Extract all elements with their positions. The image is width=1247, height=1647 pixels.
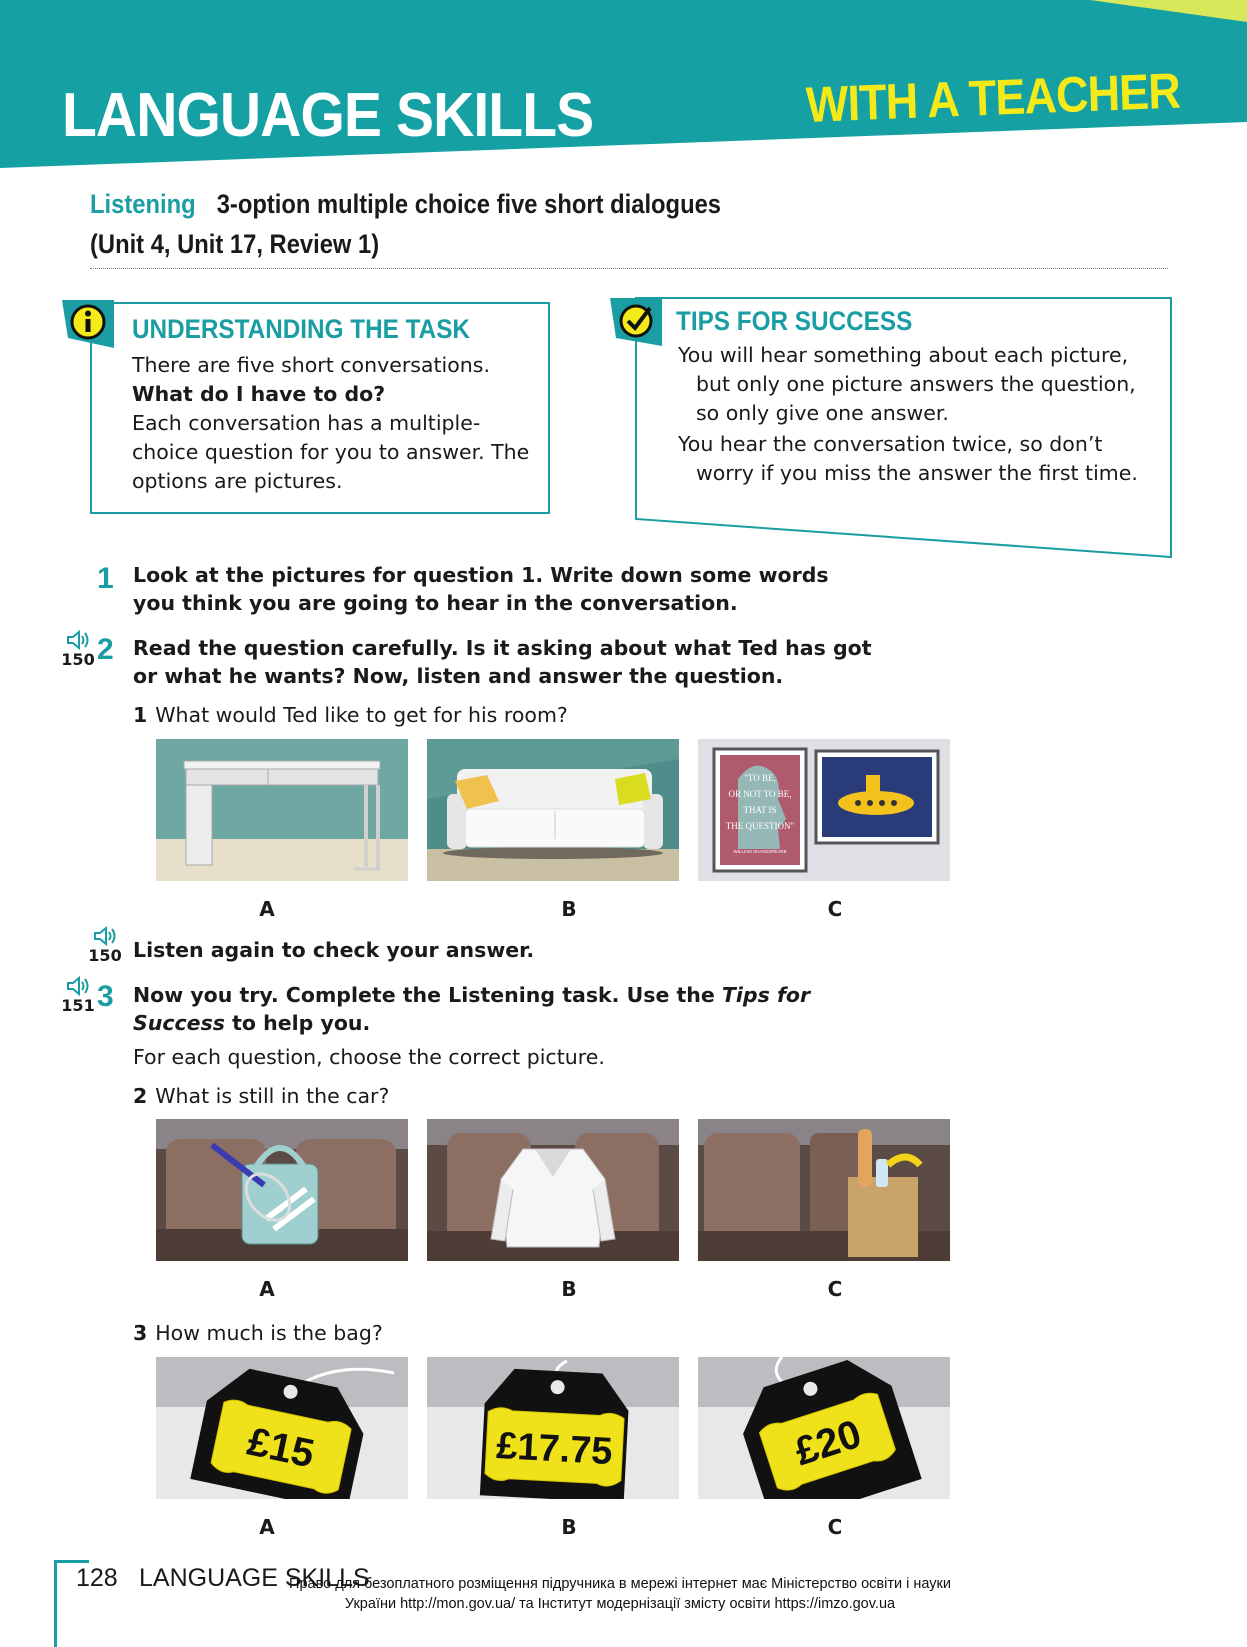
option-label: B — [561, 1515, 577, 1539]
svg-text:WILLIAM SHAKESPEARE: WILLIAM SHAKESPEARE — [733, 849, 787, 854]
audio-track-number: 150 — [61, 650, 95, 669]
svg-text:THE QUESTION": THE QUESTION" — [725, 821, 795, 831]
exercise-3-text-end: to help you. — [224, 1011, 371, 1035]
option-label: A — [259, 1515, 275, 1539]
option-label: C — [827, 1277, 843, 1301]
option-2c-shopping-bag-picture — [698, 1119, 950, 1261]
svg-text:THAT IS: THAT IS — [743, 805, 777, 815]
option-3c-price-tag-picture — [698, 1357, 950, 1499]
question-number: 3 — [133, 1321, 148, 1345]
option-1b-sofa-picture — [427, 739, 679, 881]
with-teacher-badge: WITH A TEACHER — [805, 62, 1181, 133]
question-text: What would Ted like to get for his room? — [155, 703, 568, 727]
understanding-task-box — [90, 302, 550, 514]
exercise-1-instruction: Look at the pictures for question 1. Write down some words you think you are going to hear in the conversation. — [133, 563, 829, 615]
section-units: (Unit 4, Unit 17, Review 1) — [90, 229, 380, 259]
dotted-divider — [90, 268, 1168, 269]
footer-section-title: LANGUAGE SKILLS — [139, 1564, 370, 1592]
option-label: B — [561, 897, 577, 921]
tips-box — [676, 306, 1146, 488]
option-label: B — [561, 1277, 577, 1301]
tips-reference: Tips for Success — [133, 983, 811, 1035]
option-label: C — [827, 897, 843, 921]
option-label: A — [259, 897, 275, 921]
checkmark-icon — [610, 298, 662, 348]
option-3a-price-tag-picture — [156, 1357, 408, 1499]
price-label: £20 — [789, 1411, 867, 1475]
understanding-heading: UNDERSTANDING THE TASK — [132, 314, 470, 344]
info-icon — [62, 300, 114, 350]
tips-heading: TIPS FOR SUCCESS — [676, 306, 913, 336]
audio-track-150[interactable] — [58, 630, 98, 669]
question-text: How much is the bag? — [155, 1321, 383, 1345]
exercise-2-instruction: Read the question carefully. Is it asking about what Ted has got or what he wants? Now, listen and answer the question. — [133, 636, 872, 688]
question-3 — [133, 1319, 383, 1347]
price-label: £17.75 — [495, 1425, 614, 1474]
speaker-icon — [66, 630, 90, 650]
audio-track-151[interactable] — [58, 976, 98, 1015]
option-3b-price-tag-picture — [427, 1357, 679, 1499]
option-label: A — [259, 1277, 275, 1301]
section-label: Listening — [90, 189, 196, 219]
copyright-notice — [250, 1574, 990, 1614]
understanding-body: Each conversation has a multiple-choice question for you to answer. The options are pictures. — [132, 411, 530, 493]
tip-item: You will hear something about each picture, but only one picture answers the question, so only give one answer. — [678, 343, 1136, 425]
notice-line-2: України http://mon.gov.ua/ та Інститут модернізації змісту освіти https://imzo.gov.ua — [344, 1596, 896, 1612]
exercise-3-instruction — [133, 981, 873, 1037]
understanding-question: What do I have to do? — [132, 382, 386, 406]
section-title: 3-option multiple choice five short dialogues — [216, 189, 722, 219]
speaker-icon — [93, 926, 117, 946]
understanding-intro: There are five short conversations. — [132, 353, 490, 377]
option-2b-sweater-picture — [427, 1119, 679, 1261]
exercise-3-number: 3 — [97, 980, 114, 1013]
section-heading — [90, 184, 721, 264]
page-number: 128 — [76, 1564, 118, 1592]
question-number: 1 — [133, 703, 148, 727]
option-1c-posters-picture — [698, 739, 950, 881]
question-number: 2 — [133, 1084, 148, 1108]
svg-text:"TO BE,: "TO BE, — [744, 773, 776, 783]
page-title: LANGUAGE SKILLS — [62, 81, 594, 150]
notice-line-1: Право для безоплатного розміщення підручника в мережі інтернет має Міністерство освіти і науки — [289, 1576, 951, 1592]
option-1a-desk-picture — [156, 739, 408, 881]
exercise-2-number: 2 — [97, 633, 114, 666]
svg-text:OR NOT TO BE,: OR NOT TO BE, — [728, 789, 792, 799]
tip-item: You hear the conversation twice, so don’t worry if you miss the answer the first time. — [678, 432, 1138, 485]
speaker-icon — [66, 976, 90, 996]
listen-again-instruction: Listen again to check your answer. — [133, 938, 535, 962]
tips-list — [676, 341, 1146, 488]
option-2a-tennis-bag-picture — [156, 1119, 408, 1261]
audio-track-150-again[interactable] — [85, 926, 125, 965]
audio-track-number: 150 — [88, 946, 122, 965]
option-label: C — [827, 1515, 843, 1539]
price-label: £15 — [243, 1419, 318, 1477]
question-text: What is still in the car? — [155, 1084, 390, 1108]
question-2 — [133, 1082, 389, 1110]
exercise-1-number: 1 — [97, 562, 114, 595]
exercise-3-text: Now you try. Complete the Listening task. Use the — [133, 983, 722, 1007]
question-1 — [133, 701, 568, 729]
audio-track-number: 151 — [61, 996, 95, 1015]
exercise-3-subtext: For each question, choose the correct picture. — [133, 1045, 605, 1069]
